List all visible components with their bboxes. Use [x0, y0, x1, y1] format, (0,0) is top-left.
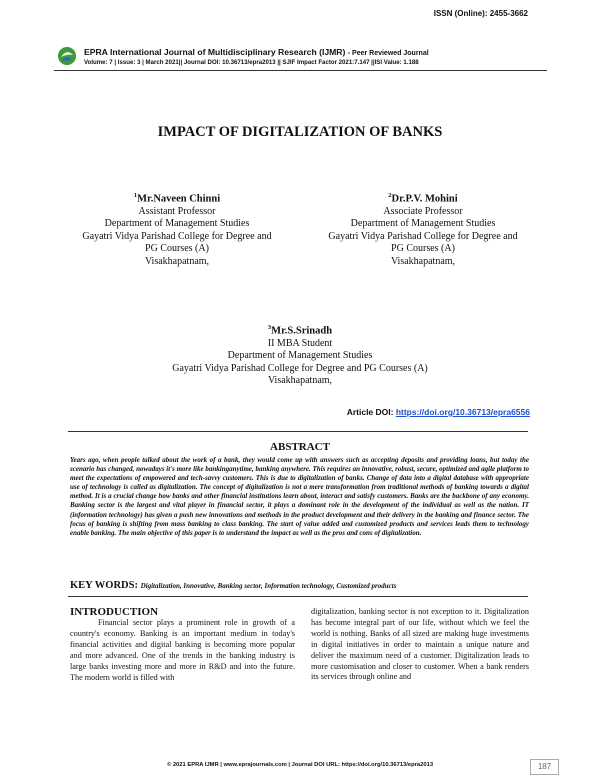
author-3-number: 3	[267, 324, 272, 331]
journal-name: EPRA International Journal of Multidisciplinary Research (IJMR)	[84, 47, 346, 57]
keywords-label: KEY WORDS:	[70, 580, 141, 591]
author-3-line: II MBA Student	[267, 337, 333, 349]
journal-title	[84, 47, 429, 57]
article-doi	[347, 407, 530, 417]
paper-title: IMPACT OF DIGITALIZATION OF BANKS	[157, 124, 443, 140]
author-1-name: Mr.Naveen Chinni	[137, 193, 221, 205]
author-3-line: Gayatri Vidya Parishad College for Degree and PG Courses (A)	[172, 362, 428, 374]
author-2-line: Associate Professor	[383, 205, 463, 217]
peer-reviewed-label: - Peer Reviewed Journal	[347, 50, 429, 57]
page-number: 187	[530, 759, 559, 775]
author-3	[0, 322, 600, 388]
author-2	[312, 190, 534, 268]
author-1-line: PG Courses (A)	[145, 243, 209, 255]
abstract-divider-bottom	[68, 596, 528, 597]
author-2-line: Visakhapatnam,	[390, 255, 456, 267]
doi-label: Article DOI:	[346, 407, 396, 417]
abstract-text: Years ago, when people talked about the work of a bank, they would come up with answers such as accepting deposits and providing loans, but today the scenario has changed, nowadays it's more like bankinganytime, banking anywhere. This requires an innovative, robust, secure, optimized and agile platform to meet the expectations of empowered and tech-savvy customers. This is due to digitalization of banks. Change of data into a digital database with appropriate use of technology is called as digitalization. The concept of digitalization is not a mere transformation from traditional methods of banking towards a digital method. It is a crucial change how banks and other financial institutions learn about, interact and satisfy customers. Banks are the backbone of any economy. Banking sector is the largest and vital player in financial sector, it plays a dominant role in the development of the individual as well as the nation. IT (information technology) has given a push new innovations and methods in the product development and their delivery in the banking and finance sector. The focus of banking is shifting from mass banking to class banking. The start of value added and customized products and services leads them to technology enable banking. The main objective of this paper is to understand the impact as well as the pros and cons of digitalization.	[70, 456, 529, 537]
abstract-divider-top	[68, 431, 528, 432]
author-2-name: Dr.P.V. Mohini	[391, 193, 458, 205]
author-2-line: Gayatri Vidya Parishad College for Degree and	[328, 230, 518, 242]
journal-meta: Volume: 7 | Issue: 3 | March 2021|| Journal DOI: 10.36713/epra2013 || SJIF Impact Factor 2021:7.147 ||ISI Value: 1.188	[84, 59, 419, 66]
author-1	[66, 190, 288, 268]
author-1-number: 1	[133, 192, 138, 199]
leaf-globe-icon	[57, 46, 77, 66]
author-1-line: Department of Management Studies	[104, 218, 250, 230]
author-1-line: Assistant Professor	[138, 205, 216, 217]
header-divider	[54, 70, 547, 71]
author-3-line: Visakhapatnam,	[267, 375, 333, 387]
author-2-line: PG Courses (A)	[391, 243, 455, 255]
keywords	[70, 580, 540, 591]
author-3-name: Mr.S.Srinadh	[271, 325, 333, 337]
author-3-line: Department of Management Studies	[227, 350, 373, 362]
abstract-heading: ABSTRACT	[270, 441, 330, 453]
author-1-line: Visakhapatnam,	[144, 255, 210, 267]
author-1-line: Gayatri Vidya Parishad College for Degree and	[82, 230, 272, 242]
author-2-number: 2	[388, 192, 392, 199]
issn: ISSN (Online): 2455-3662	[433, 9, 528, 18]
author-2-line: Department of Management Studies	[350, 218, 496, 230]
keywords-text: Digitalization, Innovative, Banking sector, Information technology, Customized products	[140, 582, 397, 590]
footer: © 2021 EPRA IJMR | www.eprajournals.com | Journal DOI URL: https://doi.org/10.36713/epra2013	[166, 762, 434, 768]
introduction-column-2: digitalization, banking sector is not exception to it. Digitalization has become integral part of our life, without which we feel the world is nothing. Banks of all sized are making huge investments in digital initiatives in order to maintain a unique nature and deliver the maximum need of a customer. Digitalization leads to more customisation and closer to customer. When a bank renders its services through online and	[311, 607, 529, 682]
introduction-column-1: Financial sector plays a prominent role in growth of a country's economy. Banking is an important medium in today's financial activities and digital banking is becoming more popular and more advanced. One of the trends in the banking industry is large banks investing more and more in R&D and into the future. The modern world is filled with	[70, 618, 295, 682]
introduction-heading: INTRODUCTION	[70, 606, 159, 618]
doi-link[interactable]: https://doi.org/10.36713/epra6556	[395, 407, 530, 417]
